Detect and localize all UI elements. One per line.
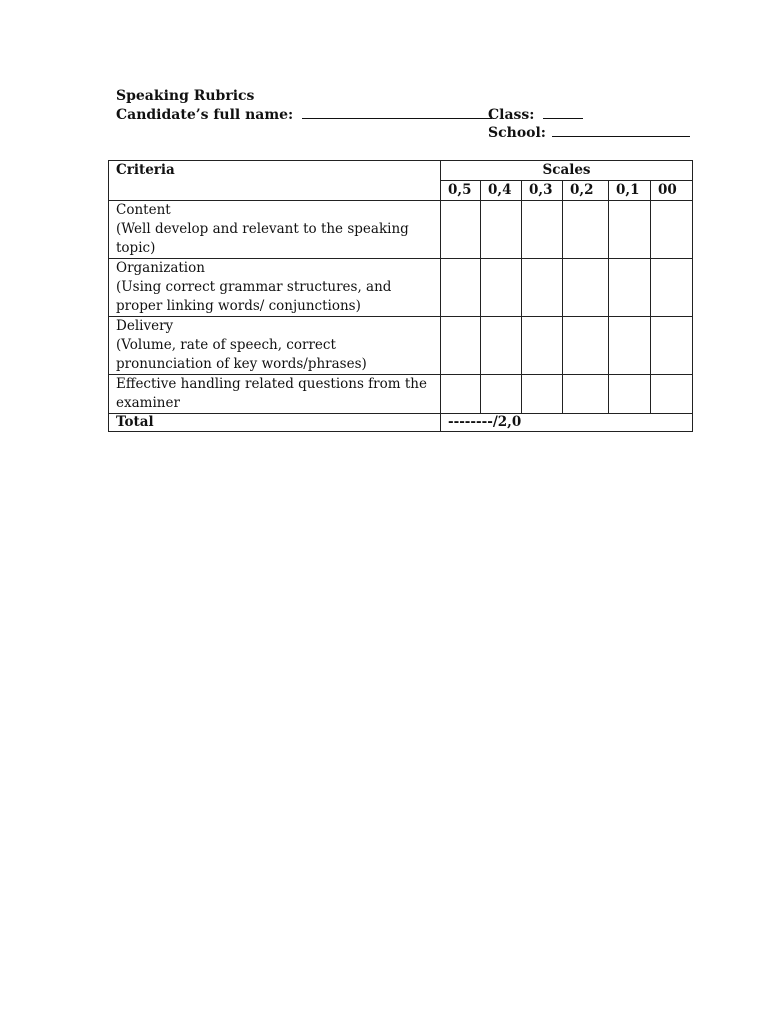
score-cell[interactable]	[651, 259, 693, 317]
criterion-title: Organization	[116, 260, 205, 276]
document-title: Speaking Rubrics	[116, 88, 255, 104]
score-cell[interactable]	[651, 375, 693, 414]
school-field	[488, 125, 690, 141]
criterion-cell	[109, 201, 441, 259]
school-label: School:	[488, 125, 546, 141]
score-cell[interactable]	[441, 201, 481, 259]
criterion-title: Delivery	[116, 318, 174, 334]
criterion-description: (Well develop and relevant to the speaking topic)	[116, 221, 409, 256]
score-cell[interactable]	[563, 317, 609, 375]
score-cell[interactable]	[481, 259, 522, 317]
score-cell[interactable]	[522, 201, 563, 259]
scale-header: 0,2	[563, 181, 609, 201]
score-cell[interactable]	[481, 375, 522, 414]
candidate-name-label: Candidate’s full name:	[116, 107, 294, 123]
table-row	[109, 259, 693, 317]
table-row	[109, 201, 693, 259]
scale-header: 0,3	[522, 181, 563, 201]
criterion-title: Effective handling related questions from the examiner	[116, 376, 427, 411]
score-cell[interactable]	[651, 317, 693, 375]
score-cell[interactable]	[441, 259, 481, 317]
scale-header: 0,1	[609, 181, 651, 201]
criteria-header: Criteria	[109, 161, 441, 201]
scale-header: 0,4	[481, 181, 522, 201]
score-cell[interactable]	[563, 201, 609, 259]
criterion-cell	[109, 375, 441, 414]
total-value: --------/2,0	[441, 414, 693, 432]
candidate-name-blank	[302, 107, 492, 119]
total-row	[109, 414, 693, 432]
score-cell[interactable]	[651, 201, 693, 259]
score-cell[interactable]	[563, 375, 609, 414]
criterion-cell	[109, 317, 441, 375]
criterion-cell	[109, 259, 441, 317]
score-cell[interactable]	[481, 201, 522, 259]
scales-header: Scales	[441, 161, 693, 181]
scale-header: 00	[651, 181, 693, 201]
score-cell[interactable]	[522, 259, 563, 317]
class-label: Class:	[488, 107, 535, 123]
score-cell[interactable]	[522, 375, 563, 414]
score-cell[interactable]	[481, 317, 522, 375]
score-cell[interactable]	[563, 259, 609, 317]
table-row	[109, 317, 693, 375]
table-row	[109, 375, 693, 414]
score-cell[interactable]	[609, 375, 651, 414]
score-cell[interactable]	[609, 317, 651, 375]
table-header-row	[109, 161, 693, 181]
score-cell[interactable]	[522, 317, 563, 375]
scale-header: 0,5	[441, 181, 481, 201]
total-label: Total	[109, 414, 441, 432]
score-cell[interactable]	[609, 201, 651, 259]
class-blank	[543, 107, 583, 119]
criterion-title: Content	[116, 202, 171, 218]
criterion-description: (Using correct grammar structures, and proper linking words/ conjunctions)	[116, 279, 392, 314]
score-cell[interactable]	[441, 317, 481, 375]
candidate-name-field	[116, 107, 492, 123]
score-cell[interactable]	[609, 259, 651, 317]
criterion-description: (Volume, rate of speech, correct pronunciation of key words/phrases)	[116, 337, 367, 372]
school-blank	[552, 125, 690, 137]
score-cell[interactable]	[441, 375, 481, 414]
class-field	[488, 107, 583, 123]
rubric-table	[108, 160, 693, 432]
